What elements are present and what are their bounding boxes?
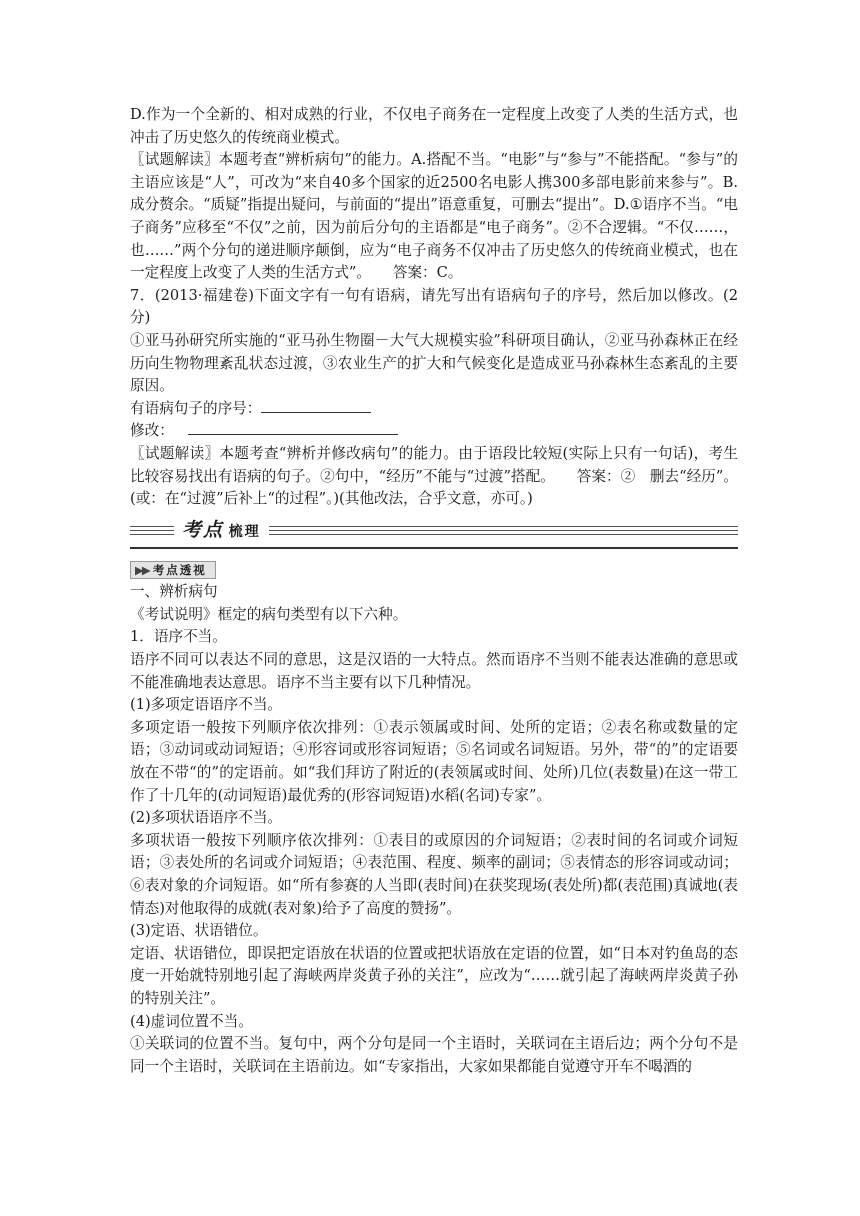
explanation-paragraph: 〖试题解读〗本题考查“辨析病句”的能力。A.搭配不当。“电影”与“参与”不能搭配。“参与”的主语应该是“人”，可改为“来自40多个国家的近2500名电影人携300多部电影前来参与”。B.成分赘余。“质疑”指提出疑问，与前面的“提出”语意重复，可删去“提出”。D.①语序不当。“电子商务”应移至“不仅”之前，因为前后分句的主语都是“电子商务”。②不合逻辑。“不仅……，也……”两个分句的递进顺序颠倒，应为“电子商务不仅冲击了历史悠久的传统商业模式，也在一定程度上改变了人类的生活方式”。 答案：C。 <box>130 151 738 282</box>
answer-blank-long <box>188 420 398 435</box>
sub-heading: (4)虚词位置不当。 <box>130 1012 253 1030</box>
fix-label: 修改： <box>130 422 174 440</box>
question-7-passage: ①亚马孙研究所实施的“亚马孙生物圈－大气大规模实验”科研项目确认，②亚马孙森林正在经历向生物物理紊乱状态过渡，③农业生产的扩大和气候变化是造成亚马孙森林生态紊乱的主要原因。 <box>130 331 738 395</box>
sub-heading: (3)定语、状语错位。 <box>130 922 268 940</box>
sub-heading: (2)多项状语语序不当。 <box>130 809 283 827</box>
subsection-tag <box>130 561 216 579</box>
banner-title-big: 考点 <box>182 518 225 541</box>
section-heading: 一、辨析病句 <box>130 583 218 601</box>
paragraph: 多项定语一般按下列顺序依次排列：①表示领属或时间、处所的定语；②表名称或数量的定语；③动词或动词短语；④形容词或形容词短语；⑤名词或名词短语。另外，带“的”的定语要放在不带“的”的定语前。如“我们拜访了附近的(表领属或时间、处所)几位(表数量)在这一带工作了十几年的(动词短语)最优秀的(形容词短语)水稻(名词)专家”。 <box>130 718 738 804</box>
paragraph: 《考试说明》框定的病句类型有以下六种。 <box>130 605 408 623</box>
option-d: D.作为一个全新的、相对成熟的行业，不仅电子商务在一定程度上改变了人类的生活方式，也冲击了历史悠久的传统商业模式。 <box>130 106 738 146</box>
banner-underline <box>130 547 738 549</box>
subsection-tag-label: 考点透视 <box>152 562 207 577</box>
answer-prompt-label: 有语病句子的序号： <box>130 399 262 417</box>
answer-line-sentence <box>130 398 738 421</box>
paragraph: 语序不同可以表达不同的意思，这是汉语的一大特点。然而语序不当则不能表达准确的意思或不能准确地表达意思。语序不当主要有以下几种情况。 <box>130 651 738 691</box>
paragraph: 多项状语一般按下列顺序依次排列：①表目的或原因的介词短语；②表时间的名词或介词短语；③表处所的名词或介词短语；④表范围、程度、频率的副词；⑤表情态的形容词或动词；⑥表对象的介词短语。如“所有参赛的人当即(表时间)在获奖现场(表处所)都(表范围)真诚地(表情态)对他取得的成就(表对象)给予了高度的赞扬”。 <box>130 831 738 917</box>
answer-line-fix <box>130 420 738 443</box>
explanation-paragraph-2: 〖试题解读〗本题考查“辨析并修改病句”的能力。由于语段比较短(实际上只有一句话)，考生比较容易找出有语病的句子。②句中，“经历”不能与“过渡”搭配。 答案：② 删去“经历”。(或：在“过渡”后补上“的过程”。)(其他改法，合乎文意，亦可。) <box>130 444 738 508</box>
document-page <box>130 104 738 1078</box>
question-7: 7．(2013·福建卷)下面文字有一句有语病，请先写出有语病句子的序号，然后加以修改。(2分) <box>130 286 738 327</box>
banner-title-small: 梳理 <box>228 523 261 540</box>
section-banner <box>130 519 738 549</box>
double-arrow-icon: ▶▶ <box>135 562 149 577</box>
banner-label <box>174 519 269 544</box>
paragraph: 定语、状语错位，即误把定语放在状语的位置或把状语放在定语的位置，如“日本对钓鱼岛的态度一开始就特别地引起了海峡两岸炎黄子孙的关注”，应改为“……就引起了海峡两岸炎黄子孙的特别关注”。 <box>130 944 738 1007</box>
paragraph: ①关联词的位置不当。复句中，两个分句是同一个主语时，关联词在主语后边；两个分句不是同一个主语时，关联词在主语前边。如“专家指出，大家如果都能自觉遵守开车不喝酒的 <box>130 1035 738 1075</box>
sub-heading: (1)多项定语语序不当。 <box>130 696 283 714</box>
item-heading: 1．语序不当。 <box>130 628 227 646</box>
answer-blank-short <box>261 398 371 413</box>
